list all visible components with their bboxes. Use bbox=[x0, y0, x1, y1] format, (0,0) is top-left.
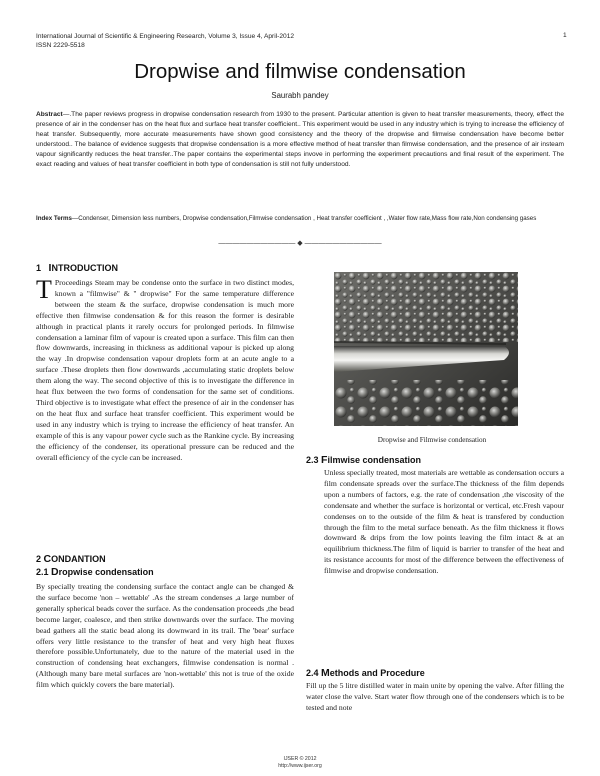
page-number: 1 bbox=[563, 32, 567, 39]
section-initial: I bbox=[48, 262, 52, 274]
section-heading-introduction bbox=[36, 262, 118, 274]
subsection-initial: F bbox=[321, 454, 328, 466]
subsection-initial: M bbox=[321, 667, 330, 679]
subsection-initial: D bbox=[51, 566, 59, 578]
subsection-title-rest: ilmwise condensation bbox=[327, 455, 421, 465]
subsection-heading-filmwise bbox=[306, 454, 421, 466]
footer-copyright: IJSER © 2012 bbox=[283, 756, 317, 762]
figure-caption: Dropwise and Filmwise condensation bbox=[377, 436, 487, 444]
condensation-photo bbox=[334, 272, 518, 426]
subsection-title-rest: ethods and Procedure bbox=[329, 668, 425, 678]
subsection-title-rest: ropwise condensation bbox=[58, 567, 154, 577]
subsection-heading-dropwise bbox=[36, 566, 154, 578]
methods-paragraph: Fill up the 5 litre distilled water in main unite by opening the valve. After filling the water close the valve. Start water flow through one of the condensers which is to be tested and note bbox=[306, 681, 564, 712]
author-name: Saurabh pandey bbox=[271, 91, 329, 100]
journal-name: International Journal of Scientific & Engineering Research, Volume 3, Issue 4, April-2012 bbox=[36, 33, 295, 40]
section-title-rest: NTRODUCTION bbox=[51, 263, 118, 273]
section-number: 2 bbox=[36, 554, 42, 564]
dropcap: T bbox=[36, 275, 52, 304]
subsection-number: 2.3 bbox=[306, 455, 319, 465]
abstract-text: .The paper reviews progress in dropwise condensation research from 1930 to the present. Particular attention is given to heat transfer measurements, theory, effect the presence of air in the condenser has on the heat flux and surface heat transfer coefficient.. This experiment would be used in any industry which is trying to increase the efficiency of heat transfer. Subsequently, more accurate measurements have shown good consistency and the theory of the dropwise and filmwise condensation have become better understood.. The balance of evidence suggests that dropwise condensation is a more effective method of heat transfer than filmwise condensation, and the presence of air insteam vapour significantly reduces the heat transfer..The paper contains the experimental steps invove in performing the experiment precautions and final result of the experiment. The exact reading and values of heat transfer coefficient in both type of condensation is still not fully understood. bbox=[36, 111, 564, 169]
filmwise-paragraph: Unless specially treated, most materials are wettable as condensation occurs a film condensate spreads over the surface.The thickness of the film depends upon a numbers of factors, e.g. the rate of condensation ,the viscosity of the condensate and whether the surface is horizontal or vertical, etc.Fresh vapour condenses on to the outside of the film & heat is transfered by conduction through the film to the metal surface beneath. As the film thickness it flows downward & drips from the low points leaving the film intact & at an equilibrium thickness.The film of liquid is barrier to transfer of the heat and its resistance accounts for most of the difference between the effectiveness of filmwise and dropwise condensation. bbox=[324, 468, 564, 576]
section-title-rest: ONDANTION bbox=[51, 554, 106, 564]
abstract-label: Abstract bbox=[36, 111, 63, 118]
introduction-text: Proceedings Steam may be condense onto the surface in two distinct modes, known a "filmwise" & " dropwise" For the same temperature difference between the steam & the surface, dropwise condensation is much more effective then filmwise condensation & for this reason the former is desirable although in practical plants it rarely occurs for prolonged periods. In filmwise condensation a laminar film of vapour is created upon a surface. This film can then flow downwards, increasing in thickness as additional vapour is picked up along the way .In dropwise condensation vapour droplets form at an acute angle to a surface .These droplets then flow downwards ,accumulating static droplets below them along the way. The second objective of this is to investigate the difference in heat flux between the two forms of condensation for the same set of conditions. Third objective is to investigate what effect the presence of air in the condenser has on the heat flux and surface heat transfer coefficient. This experiment would be used in any industry which is trying to increase the efficiency of heat transfer. An example of this is any vapour power cycle such as the Rankine cycle. By increasing the efficiency of the condenser, its operational pressure can be reduced and the overall efficiency of the cycle can be increased. bbox=[36, 278, 294, 462]
issn: ISSN 2229-5518 bbox=[36, 42, 85, 49]
abstract bbox=[36, 110, 564, 171]
subsection-number: 2.4 bbox=[306, 668, 319, 678]
index-terms-label: Index Terms bbox=[36, 215, 72, 222]
section-heading-condensation bbox=[36, 553, 106, 565]
page-footer bbox=[0, 756, 600, 770]
abstract-dash: — bbox=[62, 111, 70, 118]
section-separator: ——————————— ◆ ——————————— bbox=[218, 240, 382, 247]
dropwise-paragraph: By specially treating the condensing surface the contact angle can be changed & the surface become 'non – wettable' .As the stream condenses ,a large number of generally spherical beads cover the surface. As the condensation proceeds ,the bead become larger, coalesce, and then strike downwards over the surface. The moving bead gathers all the static bead along its downward in its trail. The 'bear' surface offers very little resistance to the transfer of heat and very high heat fluxes therefore possible.Unfortunately, due to the nature of the material used in the construction of condensing heat exchangers, filmwise condensation is normal .(Although many bare metal surfaces are 'non-wettable' this not is true of the oxide film which quickly covers the bare material). bbox=[36, 582, 294, 690]
paper-title: Dropwise and filmwise condensation bbox=[134, 60, 466, 83]
condensation-photo-graphic bbox=[334, 272, 518, 426]
subsection-heading-methods bbox=[306, 667, 425, 679]
section-number: 1 bbox=[36, 263, 42, 273]
journal-header bbox=[36, 32, 294, 50]
subsection-number: 2.1 bbox=[36, 567, 49, 577]
footer-url[interactable]: http://www.ijser.org bbox=[278, 763, 322, 769]
index-terms bbox=[36, 214, 564, 224]
introduction-paragraph bbox=[36, 275, 294, 463]
index-terms-text: —Condenser, Dimension less numbers, Dropwise condensation,Filmwise condensation , Heat transfer coefficient , ,Water flow rate,Mass flow rate,Non condensing gases bbox=[72, 215, 537, 222]
section-initial: C bbox=[43, 553, 52, 565]
